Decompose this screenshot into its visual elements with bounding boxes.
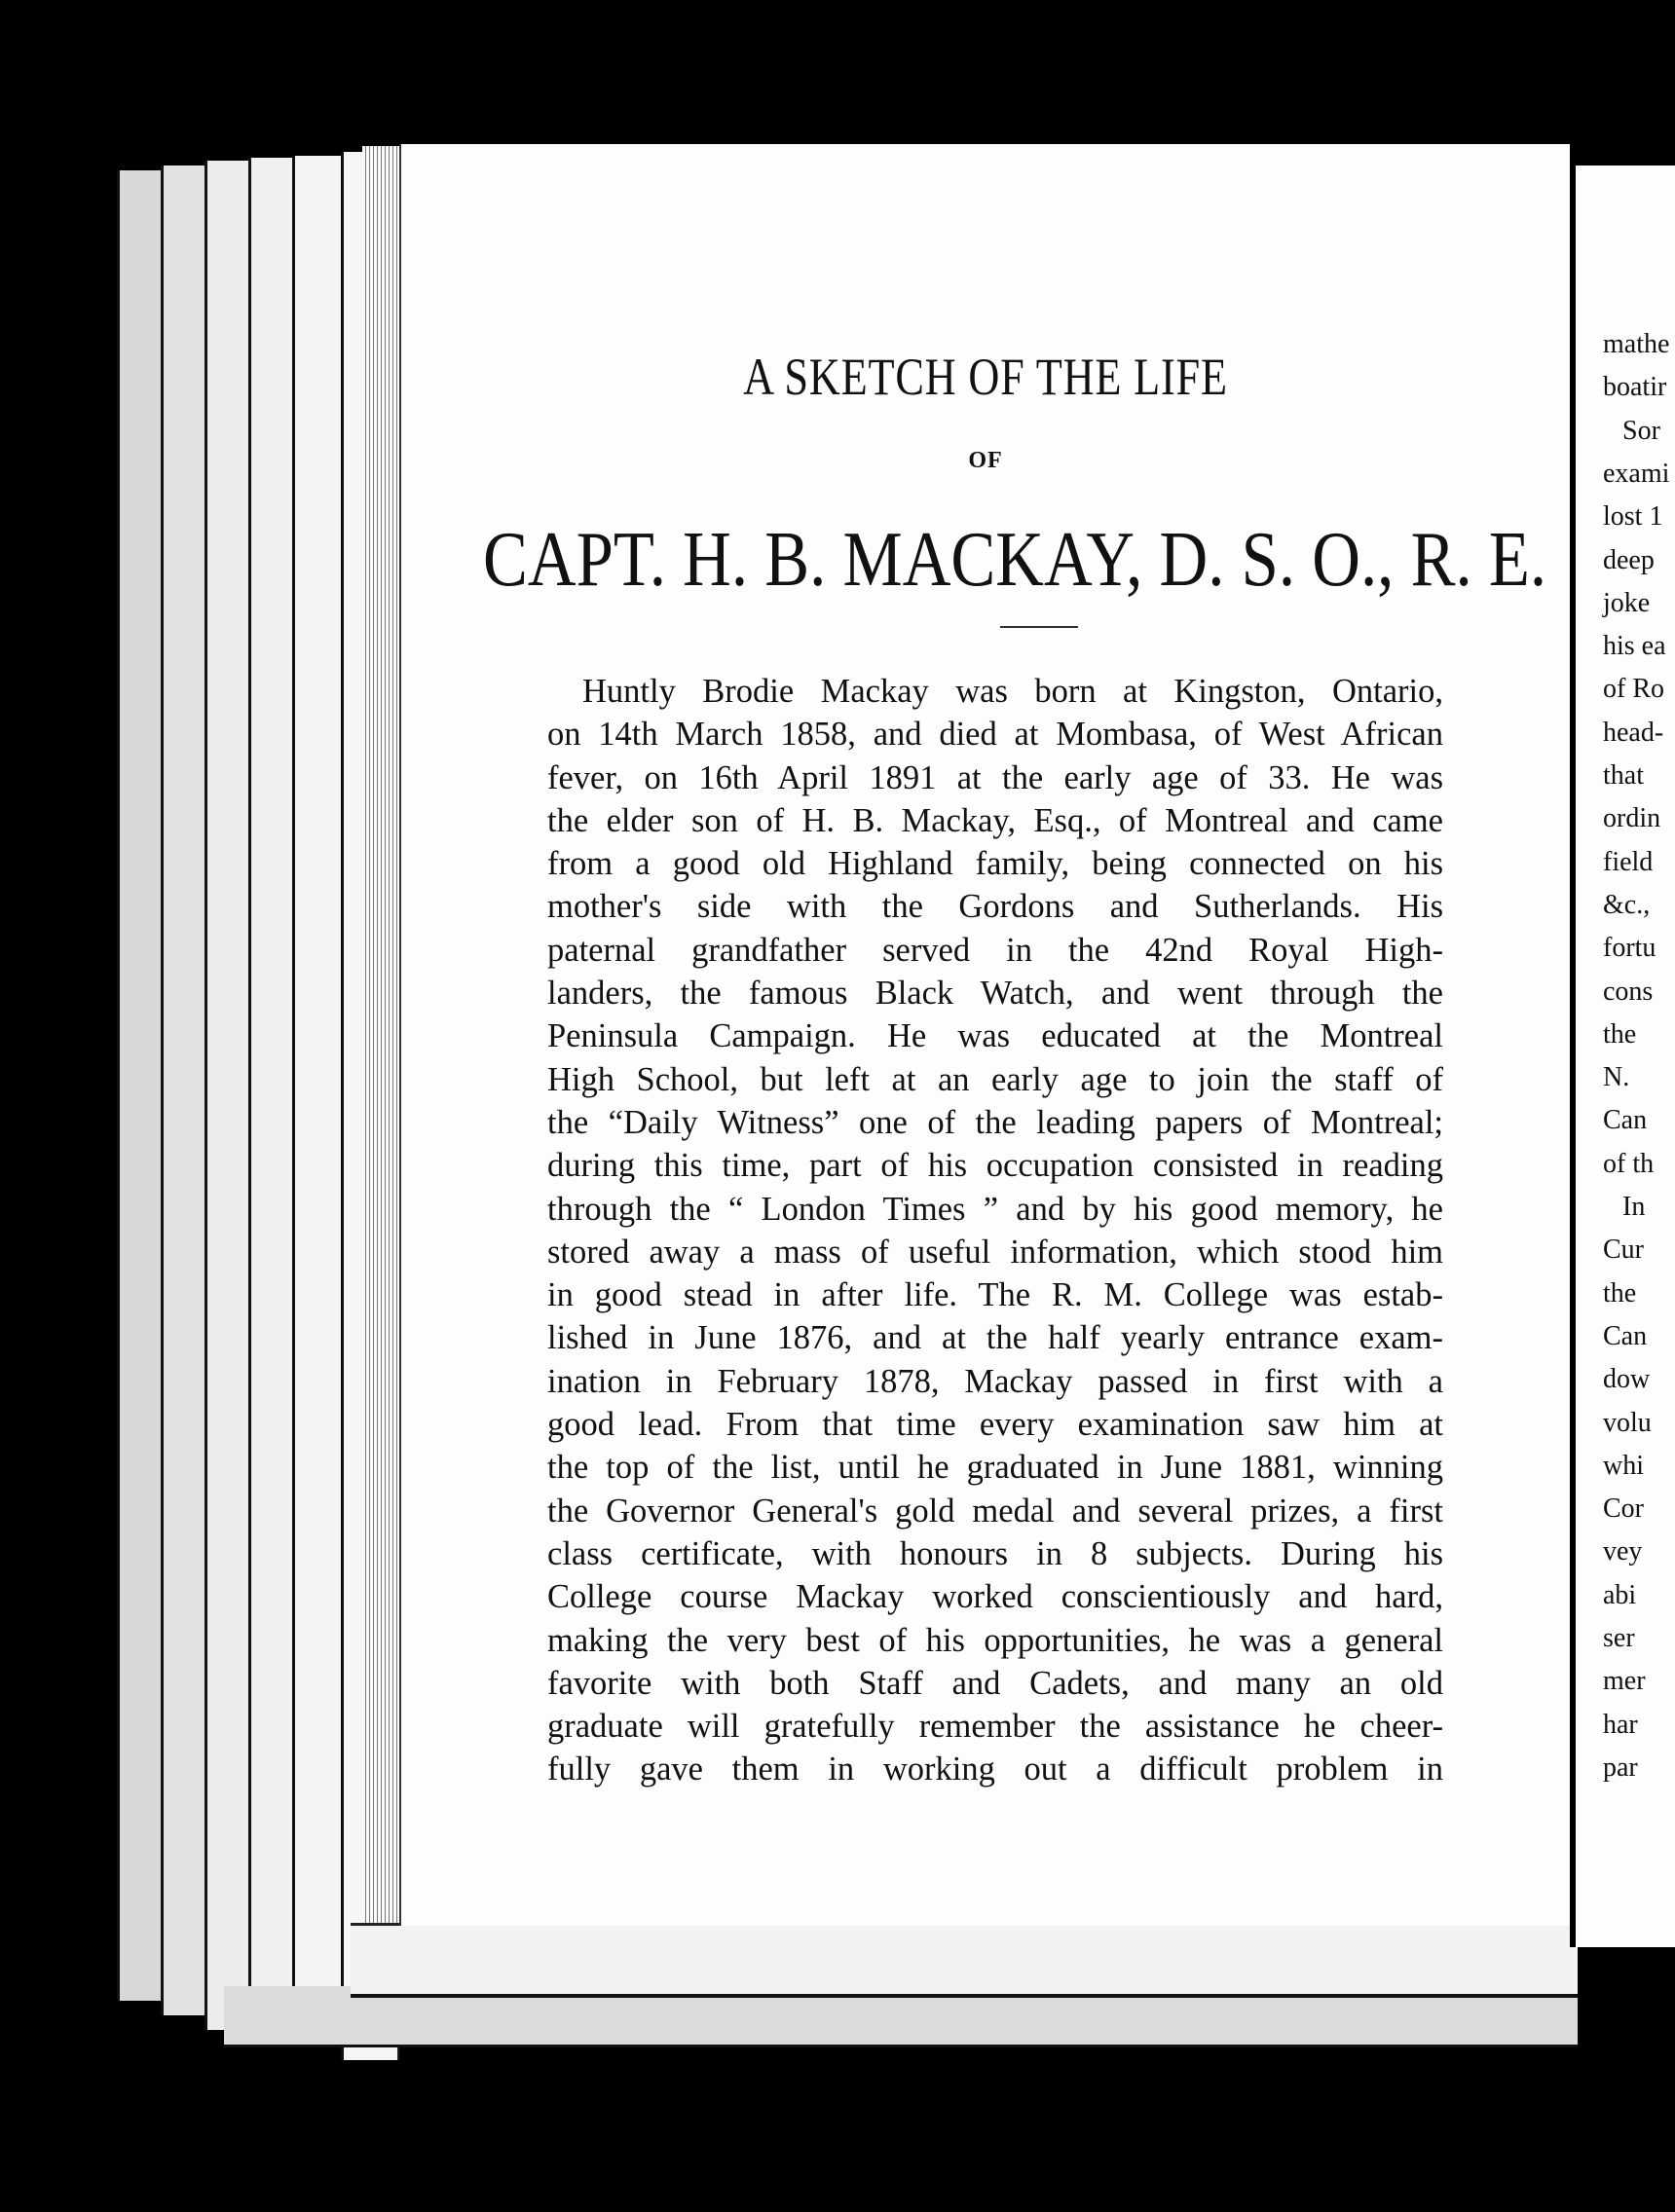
facing-page-fragment: fortu <box>1603 933 1656 964</box>
facing-page-fragment: Can <box>1603 1320 1648 1351</box>
facing-page-fragment: the <box>1603 1277 1637 1309</box>
body-line: Peninsula Campaign. He was educated at the Montreal <box>547 1017 1443 1055</box>
heading-line-2: OF <box>968 448 1003 473</box>
body-line: ination in February 1878, Mackay passed in first with a <box>547 1362 1443 1400</box>
main-page <box>399 144 1570 1926</box>
body-line: mother's side with the Gordons and Sutherlands. His <box>547 888 1443 926</box>
facing-page-fragment: exami <box>1603 458 1670 489</box>
body-line: College course Mackay worked conscientiously and hard, <box>547 1578 1443 1616</box>
title-rule <box>1000 626 1078 628</box>
body-line: favorite with both Staff and Cadets, and many an old <box>547 1664 1443 1702</box>
facing-page <box>1570 166 1675 1947</box>
facing-page-fragment: Cor <box>1603 1493 1644 1525</box>
facing-page-fragment: that <box>1603 760 1644 791</box>
heading-line-1: A SKETCH OF THE LIFE <box>743 348 1228 406</box>
facing-page-fragment: whi <box>1603 1450 1644 1481</box>
facing-page-fragment: vey <box>1603 1536 1643 1567</box>
facing-page-fragment: dow <box>1603 1364 1651 1395</box>
facing-page-fragment: field <box>1603 846 1654 877</box>
body-line: stored away a mass of useful information, which stood him <box>547 1233 1443 1271</box>
facing-page-fragment: abi <box>1603 1579 1637 1610</box>
body-line: High School, but left at an early age to join the staff of <box>547 1060 1443 1098</box>
facing-page-fragment: joke <box>1603 587 1651 618</box>
body-line: fully gave them in working out a difficult problem in <box>547 1751 1443 1788</box>
facing-page-fragment: Sor <box>1622 415 1660 446</box>
facing-page-fragment: volu <box>1603 1407 1652 1438</box>
facing-page-fragment: Can <box>1603 1105 1648 1136</box>
body-line: graduate will gratefully remember the assistance he cheer- <box>547 1708 1443 1746</box>
page-stack-lines <box>362 146 401 1947</box>
body-line: landers, the famous Black Watch, and went through the <box>547 975 1443 1013</box>
facing-page-fragment: lost 1 <box>1603 501 1663 533</box>
facing-page-fragment: of th <box>1603 1148 1655 1179</box>
facing-page-fragment: of Ro <box>1603 674 1664 705</box>
body-line: paternal grandfather served in the 42nd Royal High- <box>547 931 1443 969</box>
body-line: good lead. From that time every examination saw him at <box>547 1406 1443 1444</box>
body-line: making the very best of his opportunities, he was a general <box>547 1621 1443 1659</box>
facing-page-fragment: mer <box>1603 1666 1646 1697</box>
facing-page-fragment: ordin <box>1603 803 1661 834</box>
facing-page-fragment: boatir <box>1603 372 1667 403</box>
body-line: the top of the list, until he graduated in June 1881, winning <box>547 1449 1443 1487</box>
body-line: the “Daily Witness” one of the leading papers of Montreal; <box>547 1103 1443 1141</box>
facing-page-fragment: deep <box>1603 544 1655 575</box>
body-line: lished in June 1876, and at the half yearly entrance exam- <box>547 1319 1443 1357</box>
heading-title: CAPT. H. B. MACKAY, D. S. O., R. E. <box>483 517 1547 603</box>
facing-page-fragment: &c., <box>1603 889 1651 920</box>
body-line: Huntly Brodie Mackay was born at Kingston, Ontario, <box>582 673 1443 710</box>
facing-page-fragment: the <box>1603 1018 1637 1050</box>
body-line: in good stead in after life. The R. M. College was estab- <box>547 1276 1443 1314</box>
facing-page-fragment: par <box>1603 1751 1638 1783</box>
facing-page-fragment: head- <box>1603 717 1664 748</box>
facing-page-fragment: ser <box>1603 1623 1635 1653</box>
facing-page-fragment: cons <box>1603 976 1654 1007</box>
facing-page-fragment: har <box>1603 1709 1638 1740</box>
body-line: on 14th March 1858, and died at Mombasa, of West African <box>547 716 1443 754</box>
body-line: the Governor General's gold medal and several prizes, a first <box>547 1492 1443 1530</box>
body-line: the elder son of H. B. Mackay, Esq., of Montreal and came <box>547 801 1443 839</box>
facing-page-fragment: N. <box>1603 1062 1630 1093</box>
body-line: from a good old Highland family, being connected on his <box>547 845 1443 883</box>
body-paragraph <box>547 670 1443 1791</box>
facing-page-fragment: In <box>1622 1192 1646 1222</box>
facing-page-fragment: his ea <box>1603 631 1666 662</box>
body-line: during this time, part of his occupation consisted in reading <box>547 1147 1443 1185</box>
body-line: fever, on 16th April 1891 at the early age of 33. He was <box>547 758 1443 796</box>
facing-page-fragment: mathe <box>1603 329 1670 359</box>
body-line: through the “ London Times ” and by his good memory, he <box>547 1190 1443 1228</box>
body-line: class certificate, with honours in 8 subjects. During his <box>547 1534 1443 1572</box>
facing-page-fragment: Cur <box>1603 1235 1644 1266</box>
book-bottom-edge <box>351 1923 1578 1998</box>
